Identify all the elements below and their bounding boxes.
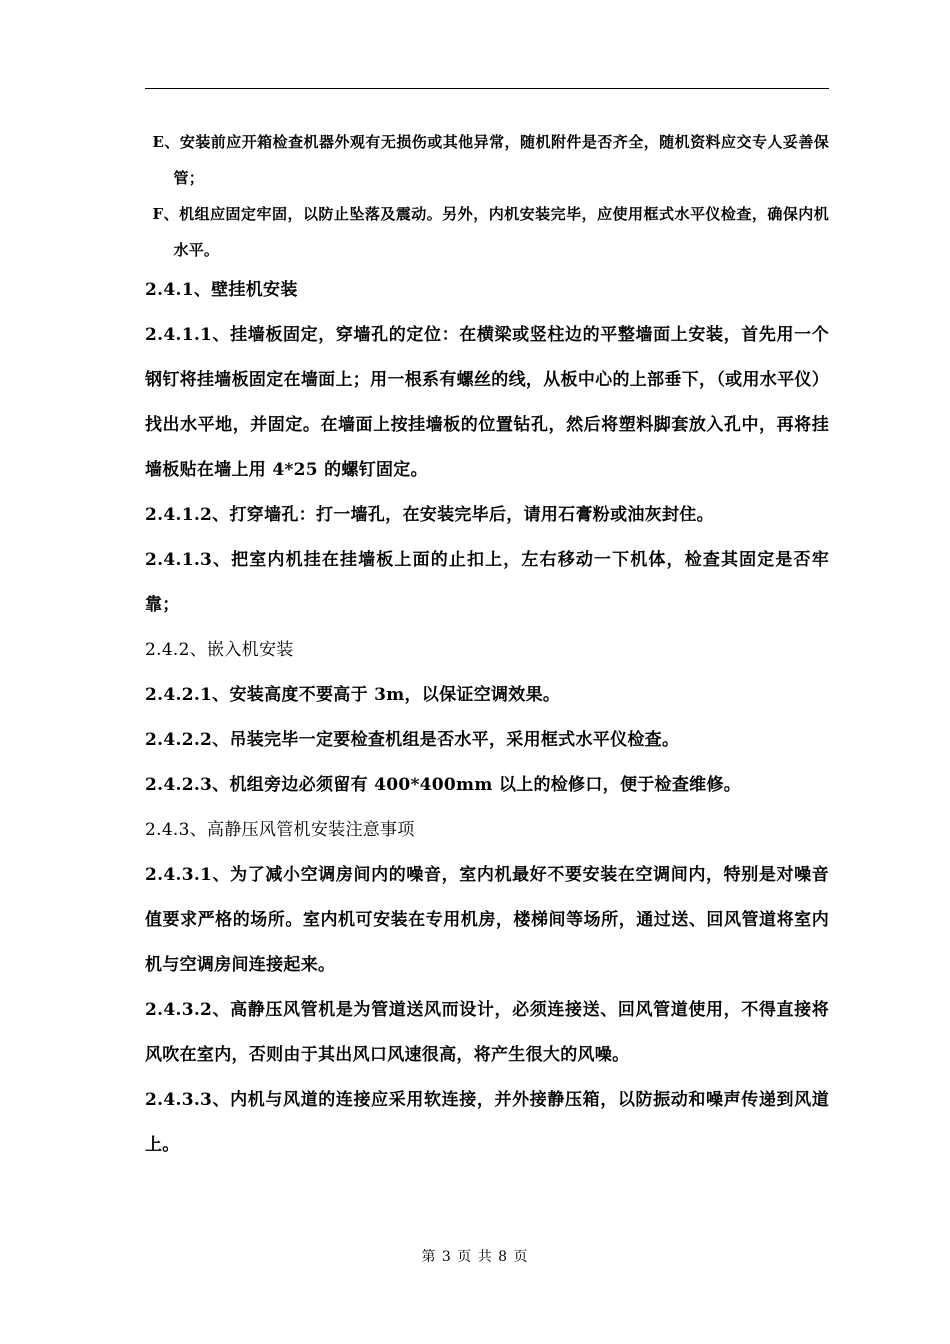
paragraph-2-4-2-1: 2.4.2.1、安装高度不要高于 3m，以保证空调效果。	[145, 685, 561, 705]
paragraph-2-4-1-2: 2.4.1.2、打穿墙孔：打一墙孔，在安装完毕后，请用石膏粉或油灰封住。	[145, 505, 714, 525]
paragraph-2-4-3-1: 2.4.3.1、为了减小空调房间内的噪音，室内机最好不要安装在空调间内，特别是对噪音值要求严格的场所。室内机可安装在专用机房，楼梯间等场所，通过送、回风管道将室内机与空调房间连接起来。	[145, 865, 829, 975]
document-body	[145, 124, 829, 1168]
paragraph-2-4-2-3: 2.4.2.3、机组旁边必须留有 400*400mm 以上的检修口，便于检查维修。	[145, 775, 742, 795]
item-e-paragraph: E、安装前应开箱检查机器外观有无损伤或其他异常，随机附件是否齐全，随机资料应交专人妥善保管；	[152, 133, 829, 187]
heading-2-4-3: 2.4.3、高静压风管机安装注意事项	[145, 820, 415, 840]
heading-2-4-2: 2.4.2、嵌入机安装	[145, 640, 294, 660]
paragraph-2-4-1-3: 2.4.1.3、把室内机挂在挂墙板上面的止扣上，左右移动一下机体，检查其固定是否牢靠；	[145, 550, 829, 615]
page-footer: 第 3 页 共 8 页	[421, 1249, 529, 1265]
header-rule	[145, 88, 829, 89]
paragraph-2-4-3-3: 2.4.3.3、内机与风道的连接应采用软连接，并外接静压箱，以防振动和噪声传递到风道上。	[145, 1090, 829, 1155]
item-f-paragraph: F、机组应固定牢固，以防止坠落及震动。另外，内机安装完毕，应使用框式水平仪检查，确保内机水平。	[152, 205, 829, 259]
heading-2-4-1: 2.4.1、壁挂机安装	[145, 280, 298, 300]
paragraph-2-4-2-2: 2.4.2.2、吊装完毕一定要检查机组是否水平，采用框式水平仪检查。	[145, 730, 680, 750]
paragraph-2-4-3-2: 2.4.3.2、高静压风管机是为管道送风而设计，必须连接送、回风管道使用，不得直接将风吹在室内，否则由于其出风口风速很高，将产生很大的风噪。	[145, 1000, 829, 1065]
paragraph-2-4-1-1: 2.4.1.1、挂墙板固定，穿墙孔的定位：在横梁或竖柱边的平整墙面上安装，首先用一个钢钉将挂墙板固定在墙面上；用一根系有螺丝的线，从板中心的上部垂下，（或用水平仪）找出水平地，并固定。在墙面上按挂墙板的位置钻孔，然后将塑料脚套放入孔中，再将挂墙板贴在墙上用 4*25 的螺钉固定。	[145, 325, 829, 480]
